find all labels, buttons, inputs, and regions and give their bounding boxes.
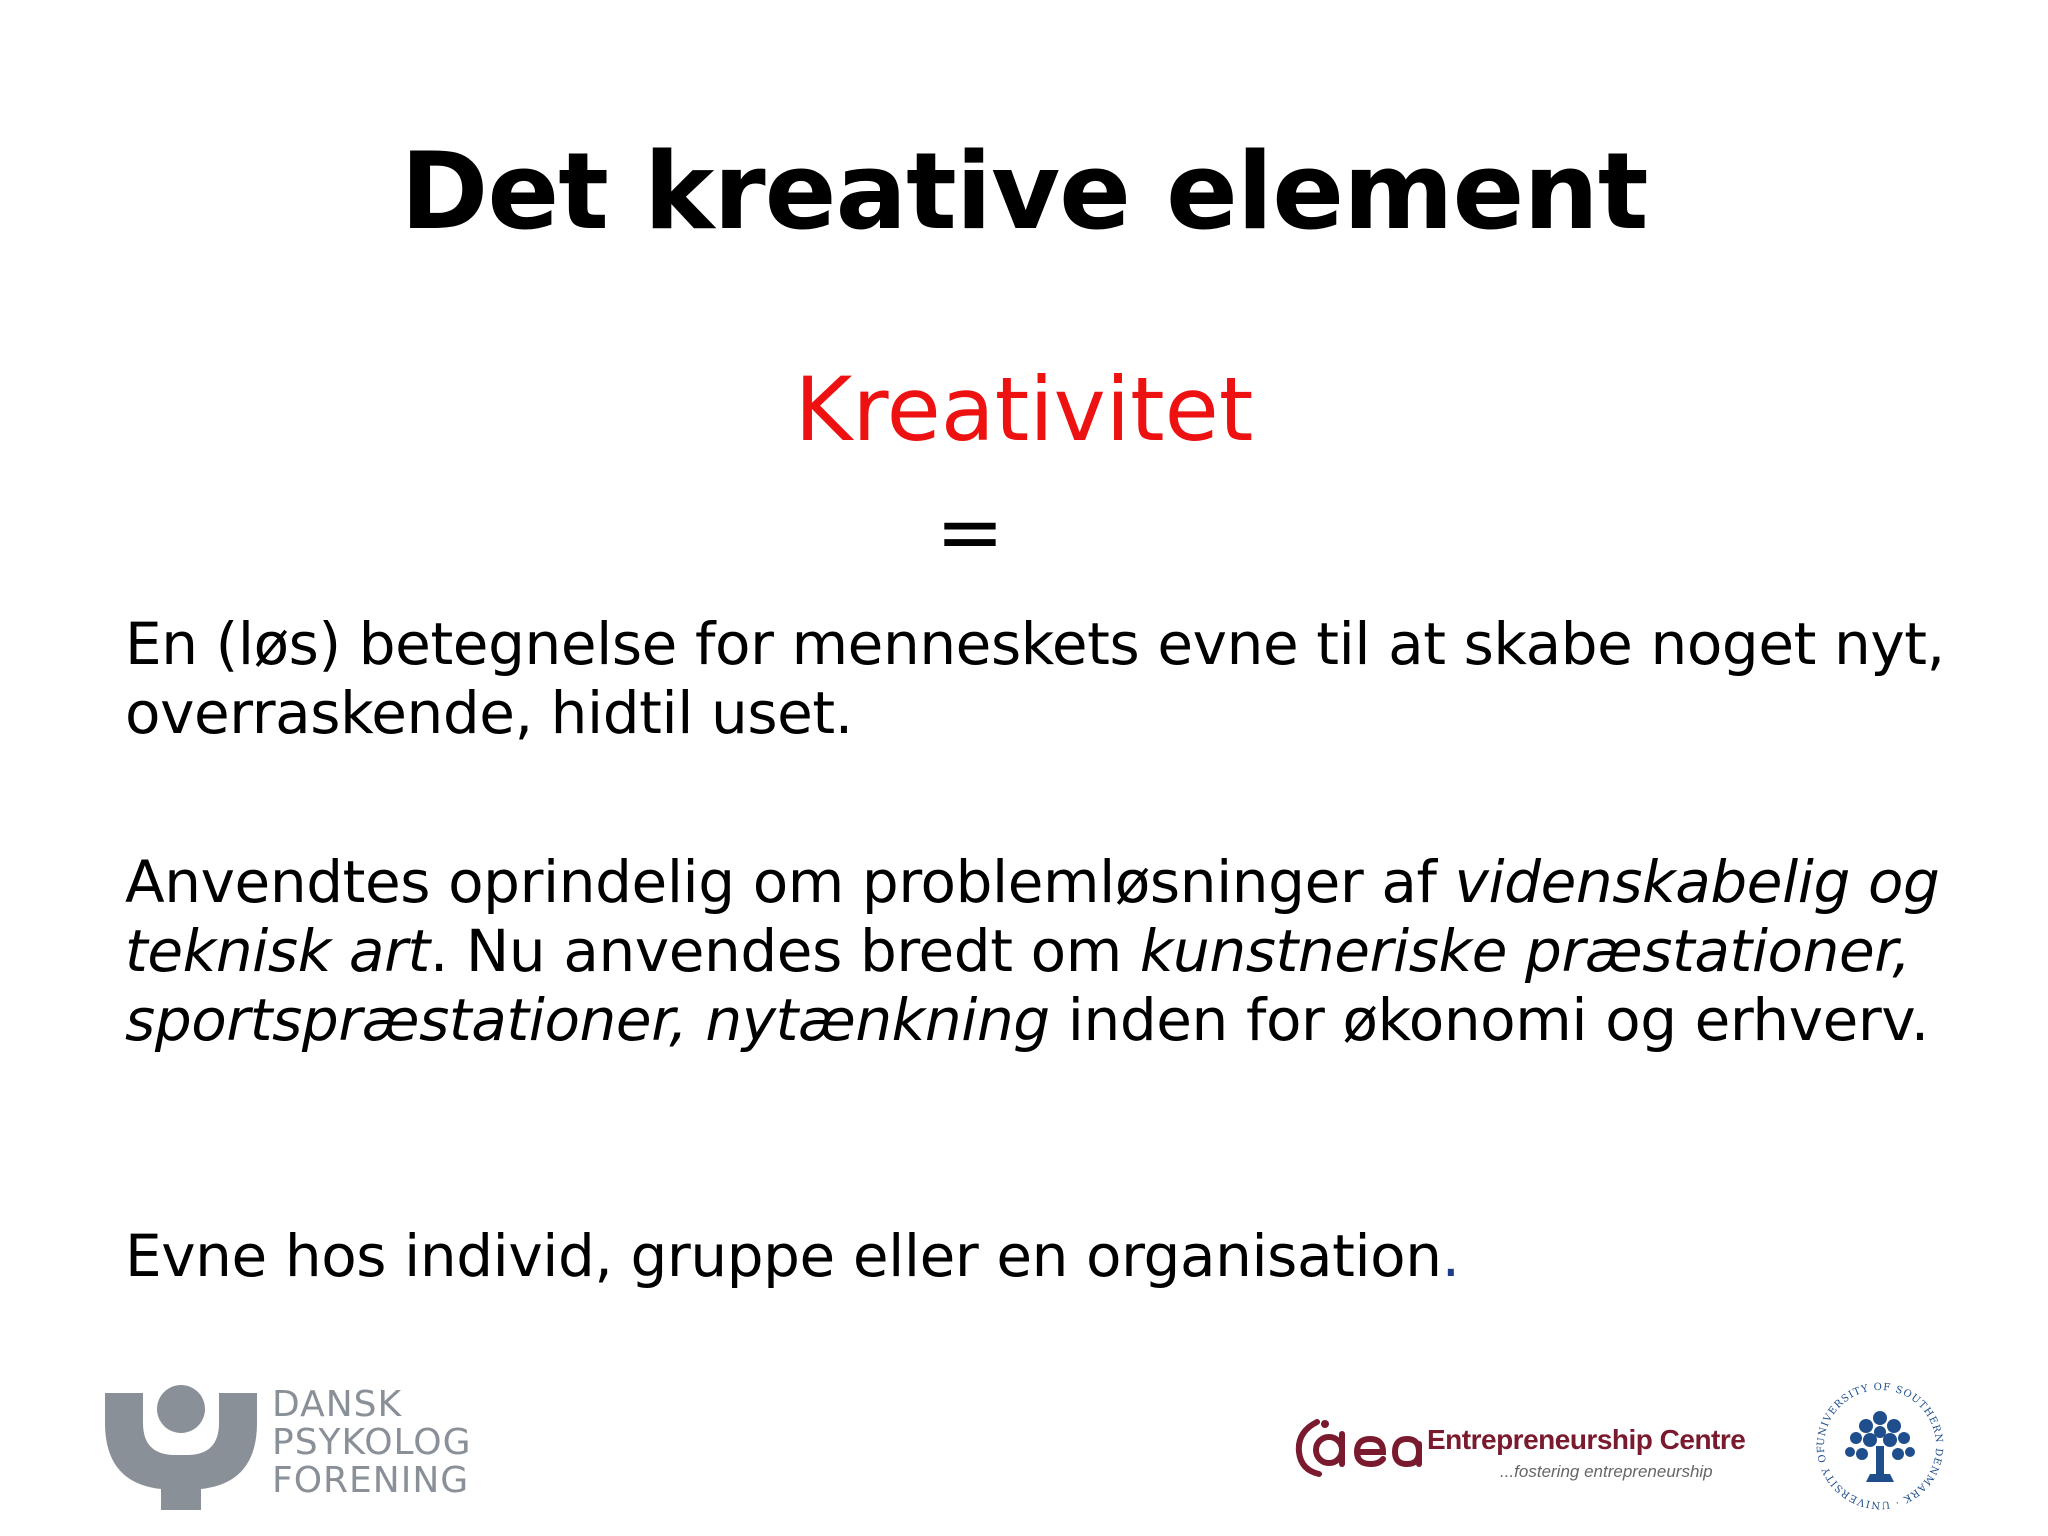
idea-logo-title: Entrepreneurship Centre xyxy=(1427,1424,1746,1455)
svg-text:UNIVERSITY OF SOUTHERN DENMARK: UNIVERSITY OF SOUTHERN DENMARK · UNIVERSITY OF xyxy=(1815,1381,1945,1511)
slide-title: Det kreative element xyxy=(400,130,1648,253)
ability-paragraph xyxy=(125,1222,1955,1291)
usage-paragraph xyxy=(125,848,1955,1055)
usage-text-2: . Nu anvendes bredt om xyxy=(429,917,1140,985)
dpf-logo-text xyxy=(272,1386,472,1500)
equals-sign: = xyxy=(935,485,1005,580)
usage-text-3: inden for økonomi og erhverv. xyxy=(1049,986,1929,1054)
dpf-line-2: PSYKOLOG xyxy=(272,1422,472,1463)
idea-mark-icon xyxy=(1295,1412,1425,1482)
dpf-line-3: FORENING xyxy=(272,1460,470,1501)
idea-logo-subtitle: ...fostering entrepreneurship xyxy=(1500,1462,1713,1481)
term-heading xyxy=(0,360,2048,460)
usage-text-1: Anvendtes oprindelig om problemløsninger af xyxy=(125,848,1455,916)
usage-italic-1: videnskabelig og teknisk art xyxy=(125,848,1940,985)
ability-period: . xyxy=(1441,1222,1460,1290)
sdu-seal-icon xyxy=(1810,1376,1950,1516)
ability-text: Evne hos individ, gruppe eller en organisation xyxy=(125,1222,1442,1290)
definition-paragraph: En (løs) betegnelse for menneskets evne til at skabe noget nyt, overraskende, hidtil uset. xyxy=(125,610,1945,747)
usage-italic-2: kunstneriske præstationer, sportspræstationer, nytænkning xyxy=(125,917,1911,1054)
term-text: Kreativitet xyxy=(794,358,1254,461)
dpf-line-1: DANSK xyxy=(272,1384,403,1425)
idea-logo xyxy=(1295,1412,1745,1482)
